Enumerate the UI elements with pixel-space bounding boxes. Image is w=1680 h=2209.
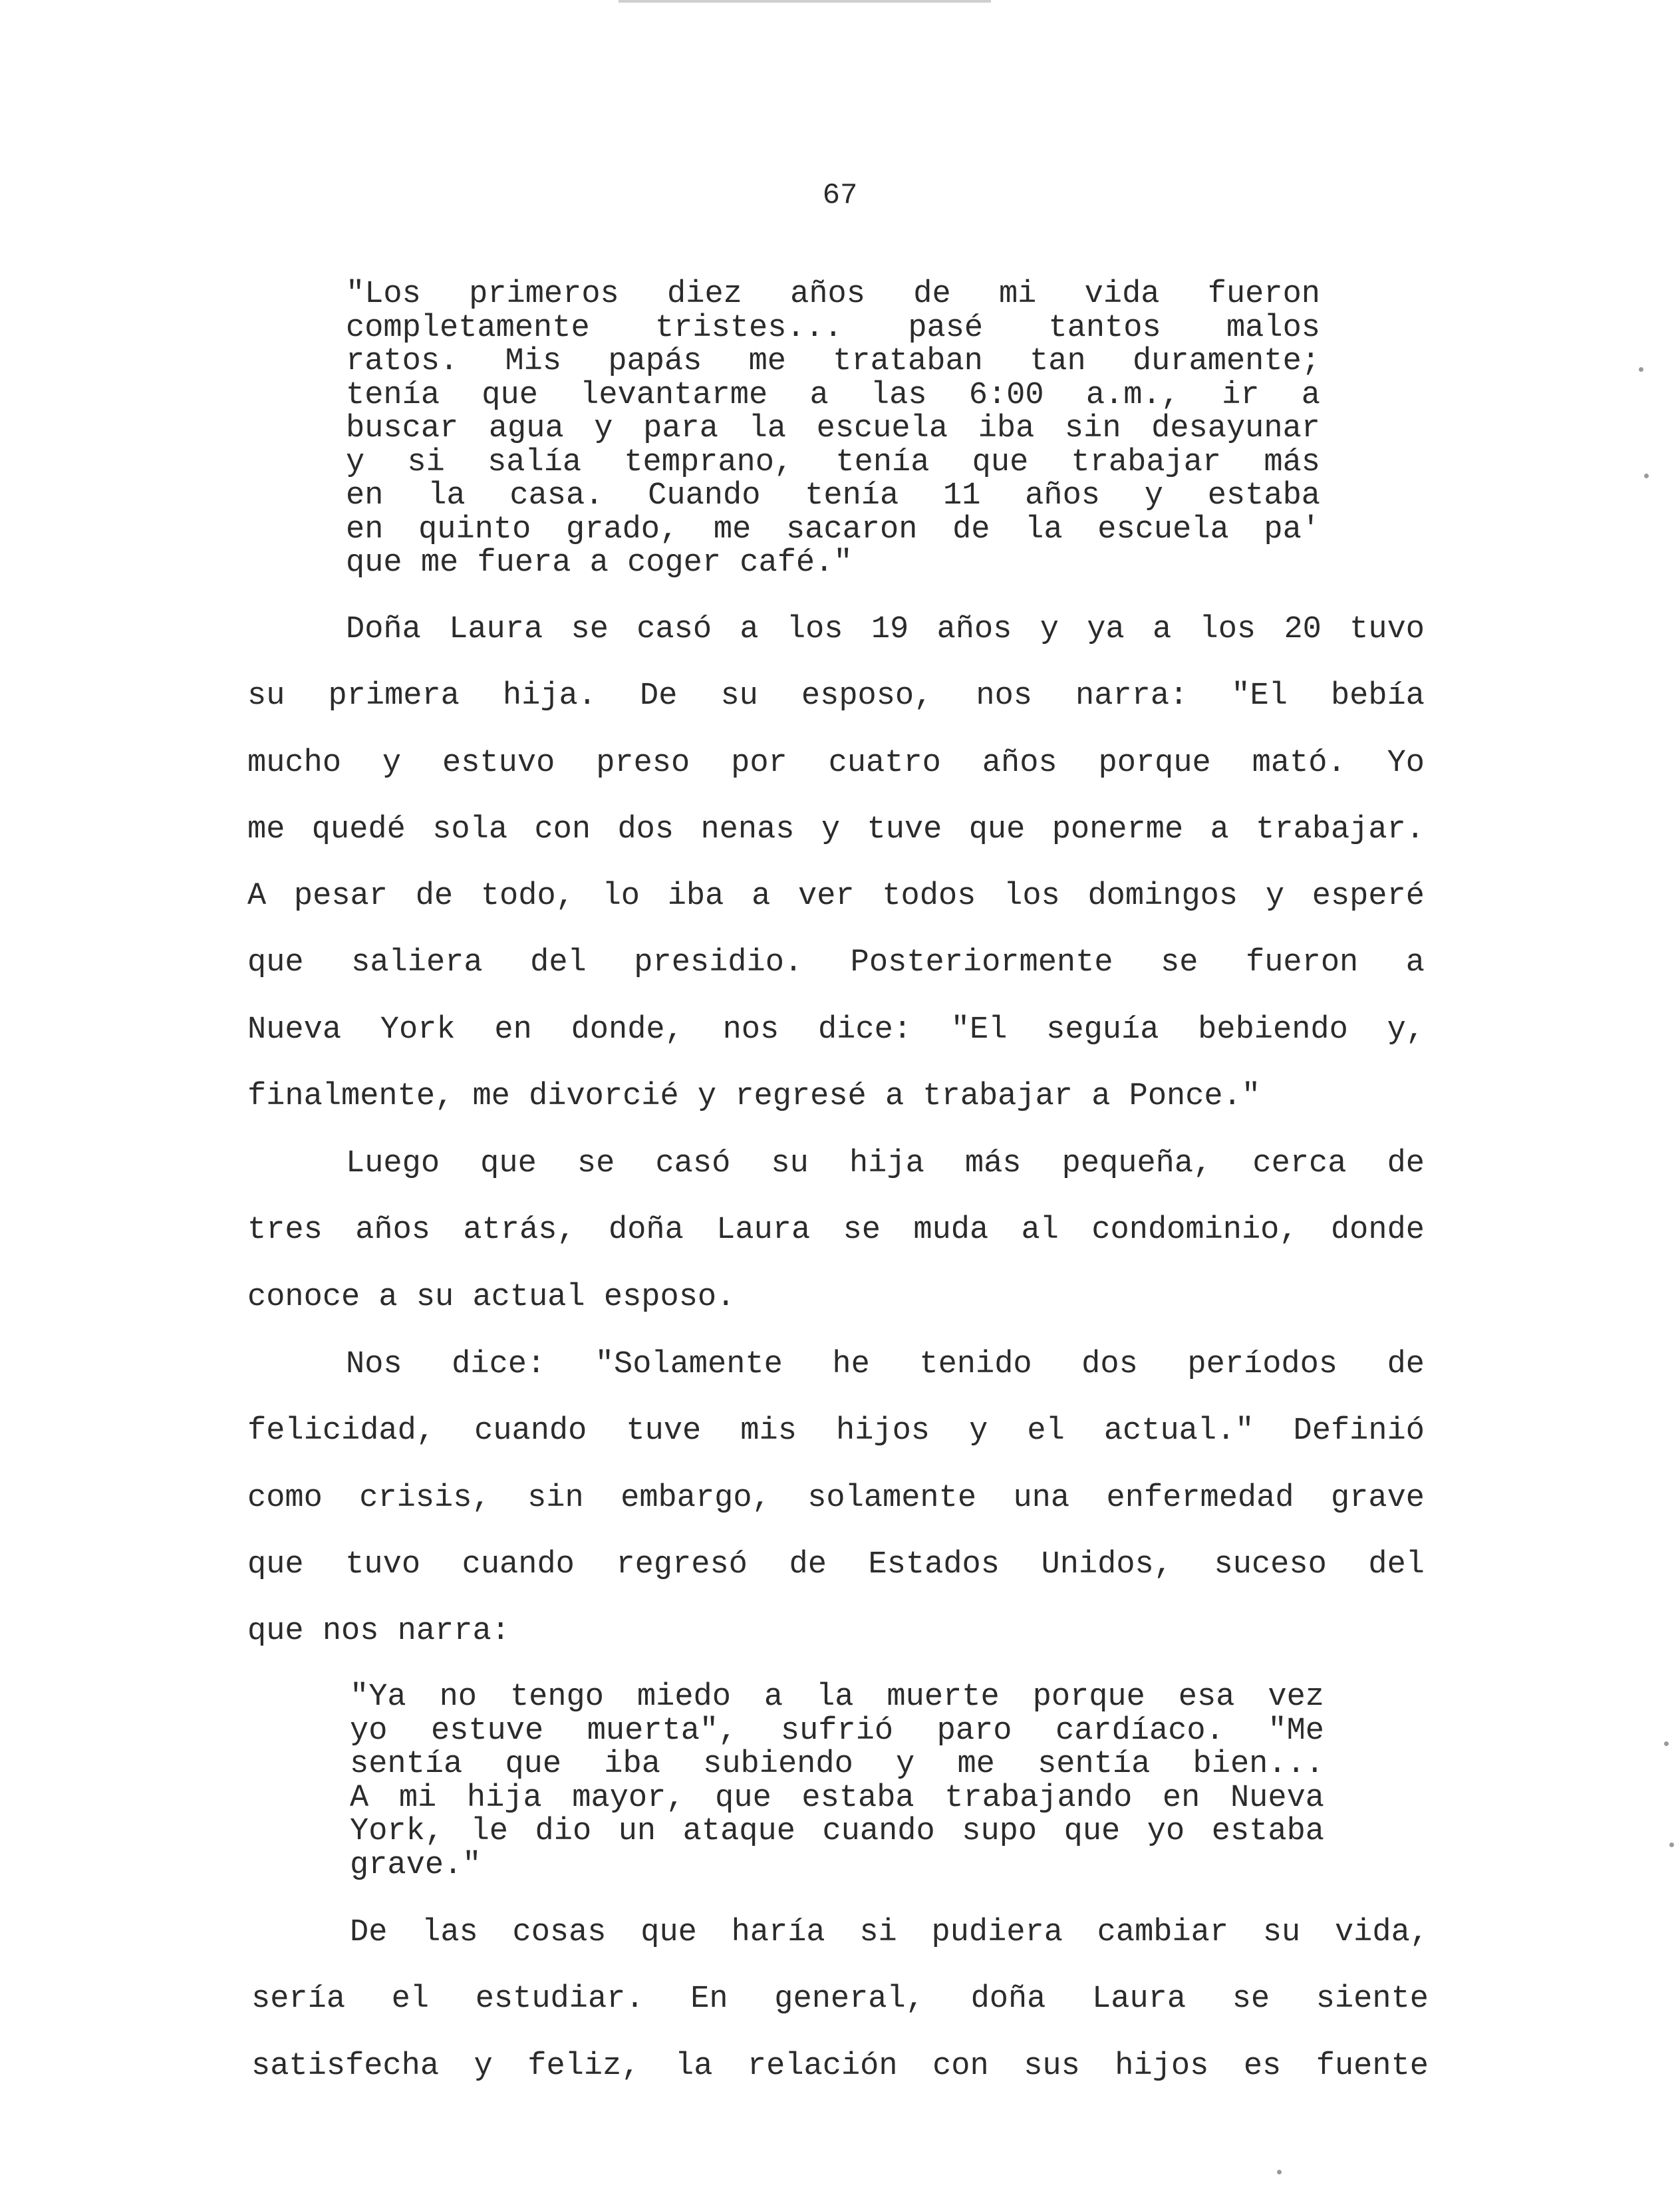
text-line: De las cosas que haría si pudiera cambiar su vida, bbox=[350, 1915, 1429, 1950]
text-line: A mi hija mayor, que estaba trabajando en Nueva bbox=[350, 1780, 1324, 1816]
text-line: su primera hija. De su esposo, nos narra: "El bebía bbox=[247, 678, 1425, 714]
scan-speck bbox=[1664, 1741, 1669, 1746]
text-line: ratos. Mis papás me trataban tan duramente; bbox=[346, 344, 1320, 379]
text-line: mucho y estuvo preso por cuatro años porque mató. Yo bbox=[247, 745, 1425, 781]
scan-speck bbox=[1277, 2170, 1282, 2174]
text-line: felicidad, cuando tuve mis hijos y el actual." Definió bbox=[247, 1413, 1425, 1449]
text-line: A pesar de todo, lo iba a ver todos los domingos y esperé bbox=[247, 879, 1425, 915]
text-line: y si salía temprano, tenía que trabajar más bbox=[346, 444, 1320, 480]
text-line: sería el estudiar. En general, doña Laura se siente bbox=[251, 1982, 1429, 2017]
text-line: que nos narra: bbox=[247, 1614, 510, 1650]
text-line: Nueva York en donde, nos dice: "El seguía bebiendo y, bbox=[247, 1012, 1425, 1048]
text-line: como crisis, sin embargo, solamente una enfermedad grave bbox=[247, 1480, 1425, 1516]
paragraph-happiness bbox=[247, 1332, 1425, 1665]
text-line: buscar agua y para la escuela iba sin desayunar bbox=[346, 411, 1320, 446]
text-line: finalmente, me divorcié y regresé a trabajar a Ponce." bbox=[247, 1079, 1261, 1115]
text-line: que tuvo cuando regresó de Estados Unidos, suceso del bbox=[247, 1546, 1425, 1582]
quotation-childhood bbox=[346, 278, 1320, 581]
text-line: grave." bbox=[350, 1847, 482, 1883]
text-line: sentía que iba subiendo y me sentía bien... bbox=[350, 1747, 1324, 1782]
scan-speck bbox=[1669, 1842, 1674, 1847]
text-line: Luego que se casó su hija más pequeña, cerca de bbox=[346, 1146, 1425, 1181]
text-line: yo estuve muerta", sufrió paro cardíaco. "Me bbox=[350, 1713, 1324, 1749]
text-line: tenía que levantarme a las 6:00 a.m., ir a bbox=[346, 377, 1320, 413]
text-line: conoce a su actual esposo. bbox=[247, 1279, 736, 1315]
text-line: "Ya no tengo miedo a la muerte porque esa vez bbox=[350, 1680, 1324, 1715]
text-line: York, le dio un ataque cuando supo que yo estaba bbox=[350, 1814, 1324, 1849]
scan-speck bbox=[1639, 367, 1643, 372]
text-line: me quedé sola con dos nenas y tuve que ponerme a trabajar. bbox=[247, 811, 1425, 847]
text-line: tres años atrás, doña Laura se muda al condominio, donde bbox=[247, 1213, 1425, 1249]
text-line: Nos dice: "Solamente he tenido dos períodos de bbox=[346, 1347, 1425, 1382]
text-line: en quinto grado, me sacaron de la escuela pa' bbox=[346, 512, 1320, 547]
paragraph-condominium bbox=[247, 1131, 1425, 1331]
paragraph-changes bbox=[251, 1900, 1429, 2100]
scan-edge-mark bbox=[619, 0, 991, 3]
page-number: 67 bbox=[822, 179, 858, 212]
text-line: que saliera del presidio. Posteriormente se fueron a bbox=[247, 945, 1425, 981]
text-line: que me fuera a coger café." bbox=[346, 545, 853, 581]
text-line: satisfecha y feliz, la relación con sus hijos es fuente bbox=[251, 2048, 1429, 2084]
text-line: completamente tristes... pasé tantos malos bbox=[346, 310, 1320, 346]
text-line: en la casa. Cuando tenía 11 años y estaba bbox=[346, 478, 1320, 514]
quotation-illness bbox=[350, 1681, 1324, 1882]
paragraph-marriage bbox=[247, 597, 1425, 1130]
text-line: "Los primeros diez años de mi vida fueron bbox=[346, 277, 1320, 312]
scan-speck bbox=[1644, 474, 1649, 478]
text-line: Doña Laura se casó a los 19 años y ya a los 20 tuvo bbox=[346, 612, 1425, 647]
